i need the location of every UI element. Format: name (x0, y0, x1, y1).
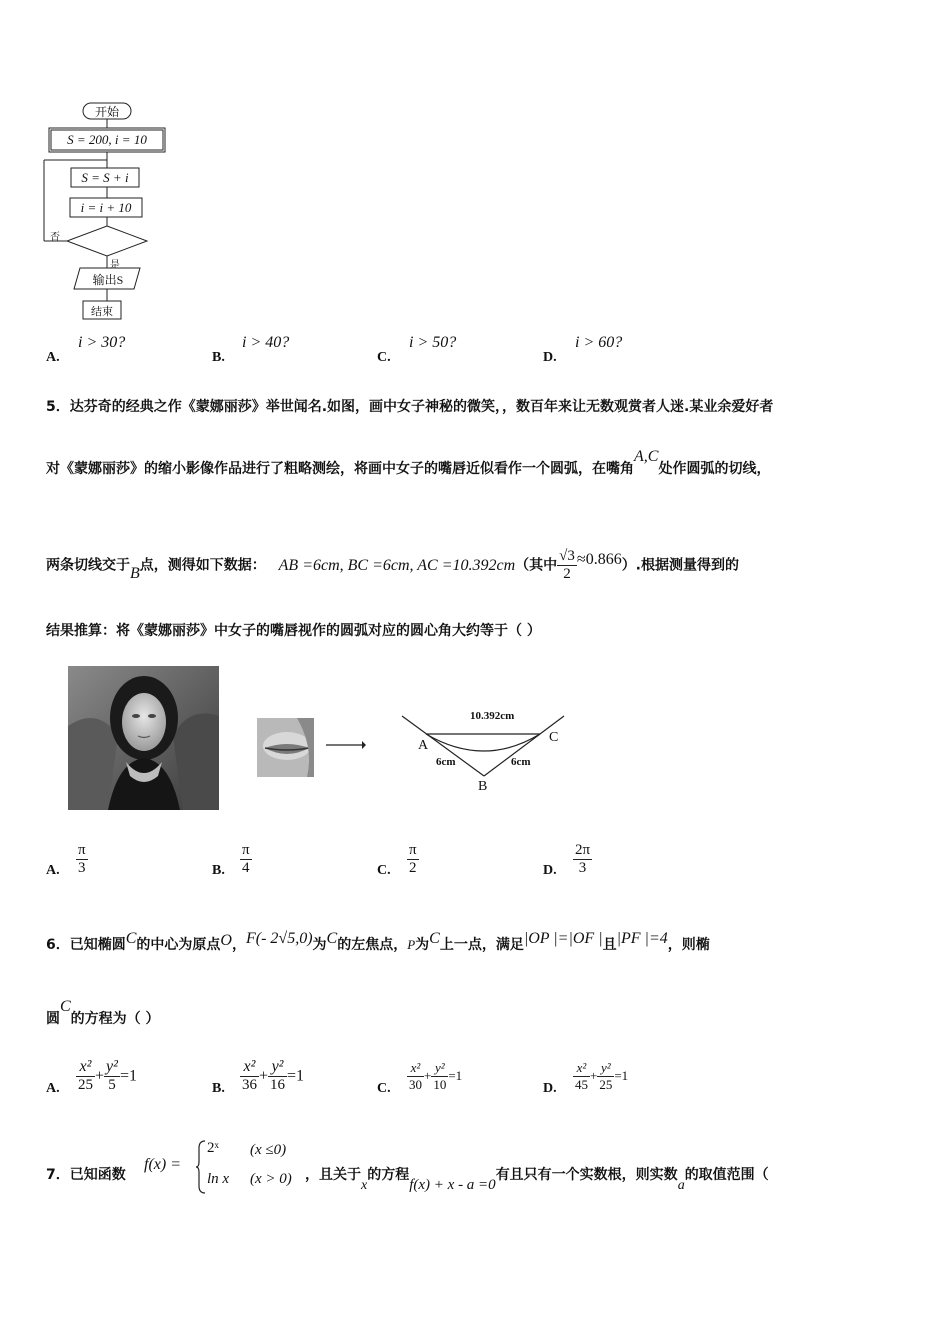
diagram-ac-length: 10.392cm (470, 710, 515, 722)
q7-fx: f(x) = (144, 1156, 181, 1173)
flowchart-step-increment: i = i + 10 (80, 200, 132, 215)
q4-option-d-letter: D. (543, 350, 557, 365)
q4-option-d: i > 60? (575, 334, 623, 351)
q5-option-a: $\frac{\pi}{3}$ (78, 842, 86, 876)
flowchart-yes-label: 是 (110, 260, 120, 271)
q7-case2: ln x (207, 1171, 230, 1187)
flowchart-init: S = 200, i = 10 (67, 132, 147, 147)
q6-option-a: $\frac{\text{x²}}{25}$ + $\frac{\text{y²}}{5}$ =1 (78, 1058, 137, 1093)
q5-option-d-letter: D. (543, 863, 557, 878)
q7-cond1: (x ≤0) (250, 1142, 287, 1158)
q5-line4: 结果推算：将《蒙娜丽莎》中女子的嘴唇视作的圆弧对应的圆心角大约等于（ ） (46, 623, 541, 639)
q6-condition-pf: |PF |=4 (616, 930, 668, 947)
q6-option-d: $\frac{\text{x²}}{45}$ + $\frac{\text{y²}}{25}$ =1 (575, 1060, 629, 1092)
q6-option-a-letter: A. (46, 1081, 60, 1096)
q5-option-d: $\frac{2\pi}{3}$ (575, 842, 591, 876)
flowchart-no-label: 否 (50, 232, 60, 243)
q7-line1-rest: ，且关于x的方程f(x) + x - a =0有且只有一个实数根，则实数a的取值范围（ (305, 1167, 769, 1193)
q5-point-b: B (130, 564, 140, 582)
right-arrow-icon (326, 738, 366, 752)
q6-option-c: $\frac{\text{x²}}{30}$ + $\frac{\text{y²}}{10}$ =1 (409, 1060, 463, 1092)
q6-option-b-letter: B. (212, 1081, 225, 1096)
diagram-point-a: A (418, 738, 429, 753)
q7-equation: f(x) + x - a =0 (409, 1177, 496, 1193)
q6-line1: 6．已知椭圆C的中心为原点O，F(- 2√5,0)为C的左焦点，P为C上一点，满足|OP |=|OF |且|PF |=4，则椭 (46, 930, 710, 953)
q5-option-b: $\frac{\pi}{4}$ (242, 842, 250, 876)
q4-option-b-letter: B. (212, 350, 225, 365)
lip-closeup-image (257, 718, 314, 777)
flowchart-end: 结束 (91, 306, 113, 318)
q5-measurements: AB =6cm, BC =6cm, AC =10.392cm (278, 556, 516, 574)
q5-option-c-letter: C. (377, 863, 391, 878)
q6-focus: F(- 2√5,0) (245, 930, 313, 947)
q5-line2: 对《蒙娜丽莎》的缩小影像作品进行了粗略测绘，将画中女子的嘴唇近似看作一个圆弧，在嘴角A,C处作圆弧的切线， (46, 448, 771, 477)
q5-line3: 两条切线交于B点，测得如下数据： AB =6cm, BC =6cm, AC =10.392cm（其中 $\frac{√3}{2}$ ≈0.866）.根据测量得到的 (46, 548, 740, 582)
q5-option-b-letter: B. (212, 863, 225, 878)
q6-option-b: $\frac{\text{x²}}{36}$ + $\frac{\text{y²}}{16}$ =1 (242, 1058, 305, 1093)
arc-tangent-diagram (398, 706, 568, 802)
diagram-bc-length: 6cm (511, 756, 531, 768)
q7-line1: 7．已知函数 (46, 1167, 126, 1183)
q5-point-ac: A,C (634, 448, 659, 465)
q4-option-c: i > 50? (409, 334, 457, 351)
q7-brace-icon (196, 1140, 206, 1194)
mona-lisa-image (68, 666, 219, 810)
q5-option-a-letter: A. (46, 863, 60, 878)
q5-sqrt3-over-2: $\frac{√3}{2}$ (559, 548, 575, 582)
q6-option-d-letter: D. (543, 1081, 557, 1096)
q5-option-c: $\frac{\pi}{2}$ (409, 842, 417, 876)
flowchart-output: 输出S (92, 273, 124, 287)
q5-line1: 5．达芬奇的经典之作《蒙娜丽莎》举世闻名.如图，画中女子神秘的微笑，，数百年来让无数观赏者人迷.某业余爱好者 (46, 399, 774, 415)
q6-line2: 圆C的方程为（ ） (46, 998, 160, 1027)
diagram-ab-length: 6cm (436, 756, 456, 768)
q4-option-c-letter: C. (377, 350, 391, 365)
q7-cond2: (x > 0) (250, 1171, 292, 1187)
flowchart-step-sum: S = S + i (81, 170, 129, 185)
q4-option-a: i > 30? (78, 334, 126, 351)
q7-case1: 2ˣ (207, 1140, 219, 1156)
flowchart-start: 开始 (94, 105, 119, 119)
q6-condition-op-of: |OP |=|OF | (523, 930, 603, 947)
diagram-point-b: B (478, 779, 488, 794)
diagram-point-c: C (549, 730, 559, 745)
q4-option-b: i > 40? (242, 334, 290, 351)
flowchart (40, 100, 180, 330)
q6-option-c-letter: C. (377, 1081, 391, 1096)
q4-option-a-letter: A. (46, 350, 60, 365)
